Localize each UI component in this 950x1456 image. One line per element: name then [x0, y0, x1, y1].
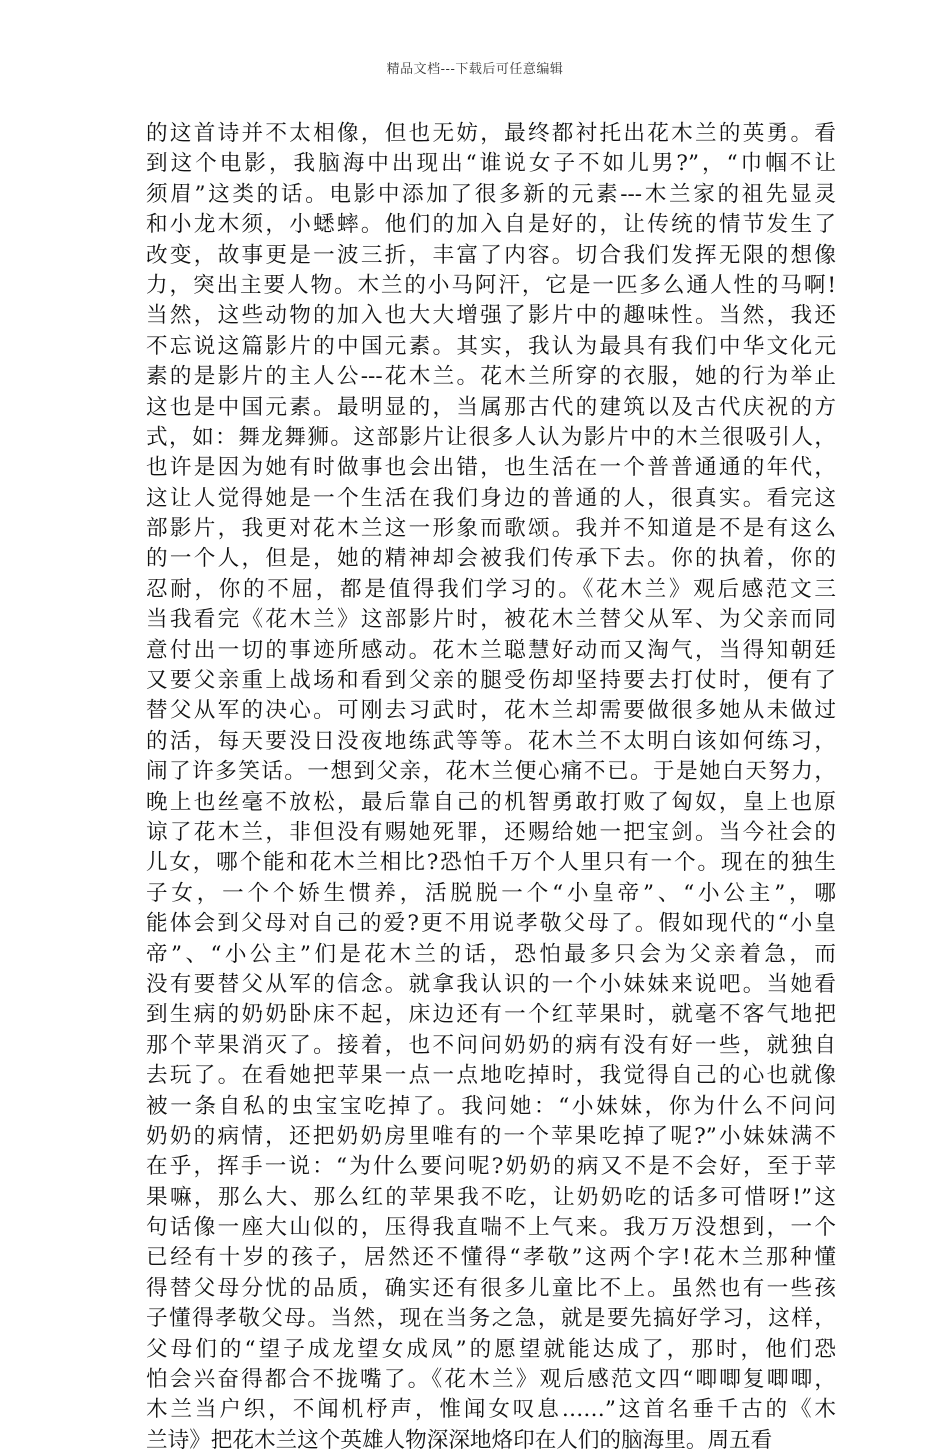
text-line: 去玩了。在看她把苹果一点一点地吃掉时，我觉得自己的心也就像 [146, 1063, 836, 1089]
text-line: 不忘说这篇影片的中国元素。其实，我认为最具有我们中华文化元 [146, 333, 836, 359]
text-line: 被一条自私的虫宝宝吃掉了。我问她：“小妹妹，你为什么不问问 [146, 1093, 836, 1119]
text-line: 得替父母分忧的品质，确实还有很多儿童比不上。虽然也有一些孩 [146, 1275, 836, 1301]
text-line: 力，突出主要人物。木兰的小马阿汗，它是一匹多么通人性的马啊! [146, 272, 836, 298]
page-header: 精品文档---下载后可任意编辑 [386, 62, 564, 77]
text-line: 兰诗》把花木兰这个英雄人物深深地烙印在人们的脑海里。周五看 [146, 1427, 773, 1453]
text-line: 已经有十岁的孩子，居然还不懂得“孝敬”这两个字!花木兰那种懂 [146, 1245, 836, 1271]
text-line: 能体会到父母对自己的爱?更不用说孝敬父母了。假如现代的“小皇 [146, 911, 836, 937]
text-line: 子女，一个个娇生惯养，活脱脱一个“小皇帝”、“小公主”，哪 [146, 880, 836, 906]
text-line: 也许是因为她有时做事也会出错，也生活在一个普普通通的年代， [146, 455, 836, 481]
text-line: 没有要替父从军的信念。就拿我认识的一个小妹妹来说吧。当她看 [146, 971, 836, 997]
text-line: 闹了许多笑话。一想到父亲，花木兰便心痛不已。于是她白天努力， [146, 759, 836, 785]
text-line: 当然，这些动物的加入也大大增强了影片中的趣味性。当然，我还 [146, 303, 836, 329]
text-line: 到生病的奶奶卧床不起，床边还有一个红苹果时，就毫不客气地把 [146, 1002, 836, 1028]
text-line: 的一个人，但是，她的精神却会被我们传承下去。你的执着，你的 [146, 546, 836, 572]
text-line: 又要父亲重上战场和看到父亲的腿受伤却坚持要去打仗时，便有了 [146, 668, 836, 694]
body-text [146, 119, 836, 1456]
text-line: 晚上也丝毫不放松，最后靠自己的机智勇敢打败了匈奴，皇上也原 [146, 789, 836, 815]
text-line: 这也是中国元素。最明显的，当属那古代的建筑以及古代庆祝的方 [146, 394, 836, 420]
text-line: 句话像一座大山似的，压得我直喘不上气来。我万万没想到，一个 [146, 1215, 836, 1241]
text-line: 当我看完《花木兰》这部影片时，被花木兰替父从军、为父亲而同 [146, 607, 836, 633]
text-line: 的活，每天要没日没夜地练武等等。花木兰不太明白该如何练习， [146, 728, 836, 754]
text-line: 到这个电影，我脑海中出现出“谁说女子不如儿男?”，“巾帼不让 [146, 151, 836, 177]
text-line: 素的是影片的主人公---花木兰。花木兰所穿的衣服，她的行为举止 [146, 364, 836, 390]
text-line: 式，如：舞龙舞狮。这部影片让很多人认为影片中的木兰很吸引人， [146, 424, 836, 450]
text-line: 怕会兴奋得都合不拢嘴了。《花木兰》观后感范文四“唧唧复唧唧， [146, 1367, 836, 1393]
text-line: 子懂得孝敬父母。当然，现在当务之急，就是要先搞好学习，这样， [146, 1306, 836, 1332]
text-line: 果嘛，那么大、那么红的苹果我不吃，让奶奶吃的话多可惜呀!”这 [146, 1184, 836, 1210]
text-line: 父母们的“望子成龙望女成凤”的愿望就能达成了，那时，他们恐 [146, 1336, 836, 1362]
text-line: 木兰当户织，不闻机杼声，惟闻女叹息……”这首名垂千古的《木 [146, 1397, 836, 1423]
text-line: 部影片，我更对花木兰这一形象而歌颂。我并不知道是不是有这么 [146, 516, 836, 542]
text-line: 那个苹果消灭了。接着，也不问问奶奶的病有没有好一些，就独自 [146, 1032, 836, 1058]
text-line: 须眉”这类的话。电影中添加了很多新的元素---木兰家的祖先显灵 [146, 181, 836, 207]
text-line: 奶奶的病情，还把奶奶房里唯有的一个苹果吃掉了呢?”小妹妹满不 [146, 1123, 836, 1149]
text-line: 儿女，哪个能和花木兰相比?恐怕千万个人里只有一个。现在的独生 [146, 850, 836, 876]
text-line: 的这首诗并不太相像，但也无妨，最终都衬托出花木兰的英勇。看 [146, 121, 836, 146]
text-line: 在乎，挥手一说：“为什么要问呢?奶奶的病又不是不会好，至于苹 [146, 1154, 836, 1180]
text-line: 这让人觉得她是一个生活在我们身边的普通的人，很真实。看完这 [146, 485, 836, 511]
text-line: 帝”、“小公主”们是花木兰的话，恐怕最多只会为父亲着急，而 [146, 941, 836, 967]
text-line: 和小龙木须，小蟋蟀。他们的加入自是好的，让传统的情节发生了 [146, 212, 836, 238]
text-line: 意付出一切的事迹所感动。花木兰聪慧好动而又淘气，当得知朝廷 [146, 637, 836, 663]
text-line: 改变，故事更是一波三折，丰富了内容。切合我们发挥无限的想像 [146, 242, 836, 268]
text-line: 忍耐，你的不屈，都是值得我们学习的。《花木兰》观后感范文三 [146, 576, 836, 602]
text-line: 替父从军的决心。可刚去习武时，花木兰却需要做很多她从未做过 [146, 698, 836, 724]
text-line: 谅了花木兰，非但没有赐她死罪，还赐给她一把宝剑。当今社会的 [146, 819, 836, 845]
